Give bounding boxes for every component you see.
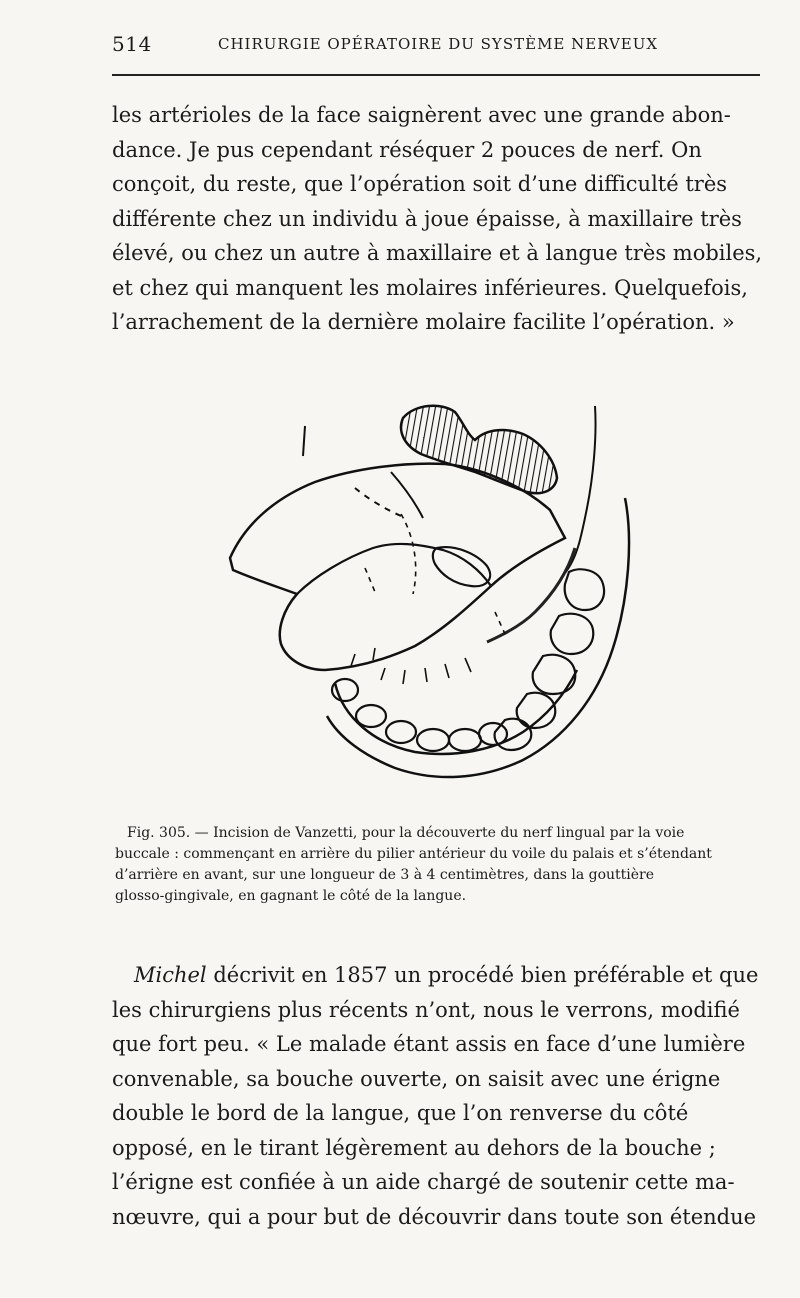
text-line: nœuvre, qui a pour but de découvrir dans toute son étendue — [112, 1204, 757, 1229]
finger-nail — [433, 547, 490, 586]
paragraph-1 — [112, 98, 762, 340]
gum-arc — [335, 670, 577, 754]
figure-305-illustration — [205, 398, 645, 813]
text-line: opposé, en le tirant légèrement au dehors de la bouche ; — [112, 1135, 716, 1160]
mouth-floor-strokes — [351, 648, 471, 684]
fold-dashes — [365, 514, 505, 634]
finger-line — [391, 472, 423, 518]
text-line: l’arrachement de la dernière molaire facilite l’opération. » — [112, 310, 735, 334]
text-line: convenable, sa bouche ouverte, on saisit avec une érigne — [112, 1066, 721, 1091]
text-line: dance. Je pus cependant réséquer 2 pouces de nerf. On — [112, 137, 702, 162]
cheek-line — [565, 406, 596, 573]
hatched-region — [401, 406, 557, 493]
text-line: double le bord de la langue, que l’on renverse du côté — [112, 1101, 689, 1125]
text-line: et chez qui manquent les molaires inférieures. Quelquefois, — [112, 275, 748, 300]
caption-line: Fig. 305. — Incision de Vanzetti, pour la découverte du nerf lingual par la voie — [127, 825, 685, 841]
tongue-outline — [230, 464, 565, 670]
incision-line — [487, 548, 575, 642]
tongue-tip-curl — [297, 544, 491, 594]
page-number: 514 — [112, 32, 152, 56]
text-line: différente chez un individu à joue épaisse, à maxillaire très — [112, 206, 742, 231]
caption-line: buccale : commençant en arrière du pilier antérieur du voile du palais et s’étendant — [115, 846, 712, 862]
text-line: l’érigne est confiée à un aide chargé de soutenir cette ma- — [112, 1170, 735, 1194]
text-line: les chirurgiens plus récents n’ont, nous le verrons, modifié — [112, 997, 740, 1022]
caption-line: d’arrière en avant, sur une longueur de 3 à 4 centimètres, dans la gouttière — [115, 867, 655, 883]
caption-line: glosso-gingivale, en gagnant le côté de la langue. — [115, 888, 467, 904]
paragraph-2 — [112, 958, 762, 1234]
finger-line — [303, 426, 305, 456]
author-name: Michel — [134, 963, 207, 987]
text-span: décrivit en 1857 un procédé bien préférable et que — [206, 963, 759, 987]
text-line: conçoit, du reste, que l’opération soit d’une difficulté très — [112, 172, 728, 196]
text-line — [112, 958, 762, 993]
text-line: les artérioles de la face saignèrent avec une grande abon- — [112, 103, 731, 127]
text-line: que fort peu. « Le malade étant assis en face d’une lumière — [112, 1032, 746, 1056]
page-header — [112, 26, 760, 60]
figure-caption — [115, 823, 765, 907]
finger-line — [355, 488, 401, 516]
text-line: élevé, ou chez un autre à maxillaire et à langue très mobiles, — [112, 241, 763, 265]
running-title: CHIRURGIE OPÉRATOIRE DU SYSTÈME NERVEUX — [218, 35, 659, 53]
teeth-front — [332, 679, 507, 751]
header-rule — [112, 74, 760, 76]
